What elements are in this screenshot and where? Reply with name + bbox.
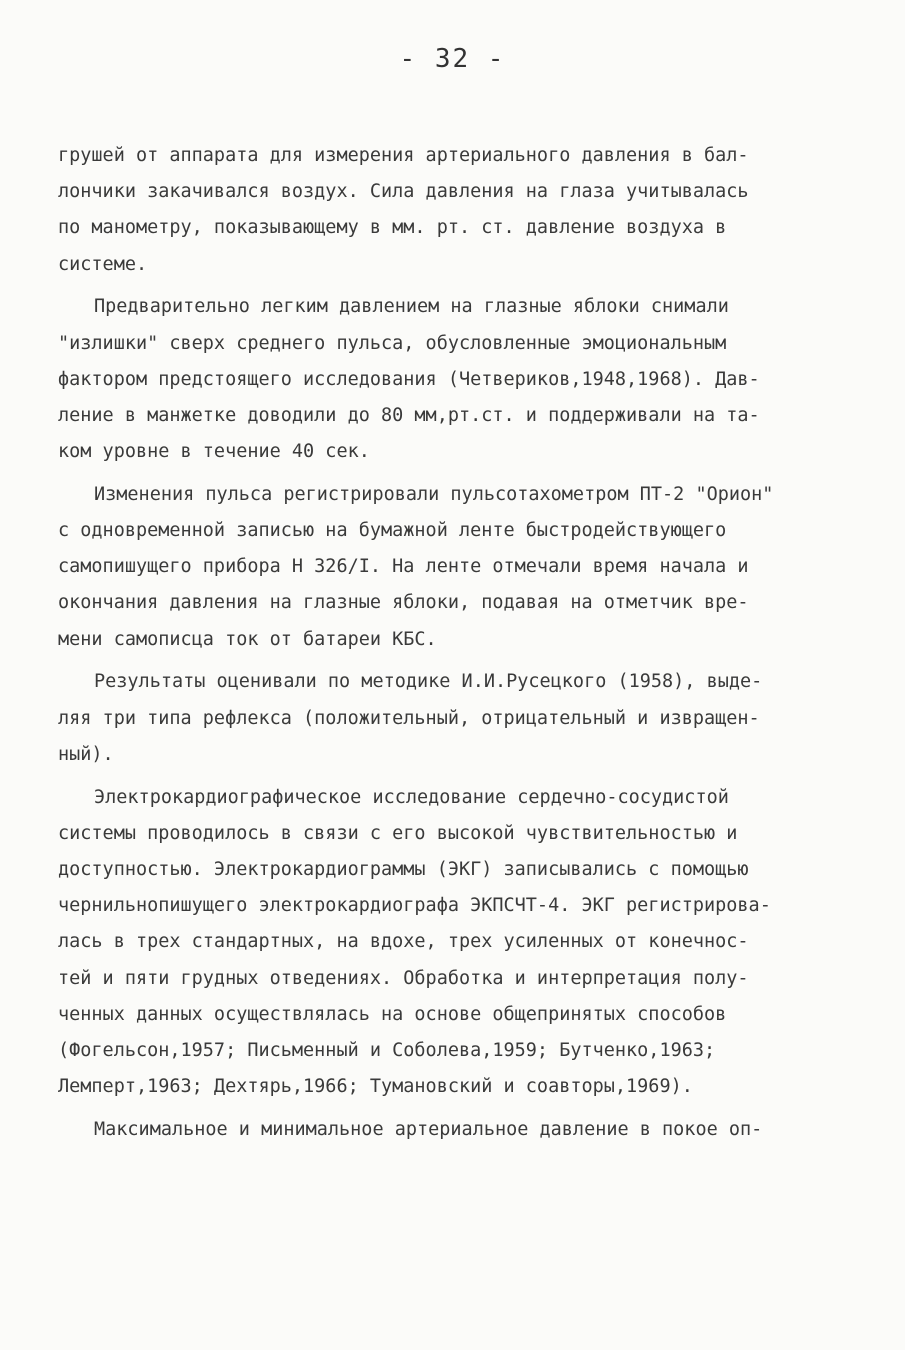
text-line: по манометру, показывающему в мм. рт. ст. давление воздуха в bbox=[58, 217, 727, 239]
text-line: лончики закачивался воздух. Сила давления на глаза учитывалась bbox=[58, 181, 749, 203]
text-line: ление в манжетке доводили до 80 мм,рт.ст. и поддерживали на та- bbox=[58, 404, 760, 426]
text-line: системы проводилось в связи с его высокой чувствительностью и bbox=[58, 822, 738, 844]
text-line: грушей от аппарата для измерения артериального давления в бал- bbox=[58, 145, 749, 166]
text-line: с одновременной записью на бумажной ленте быстродействующего bbox=[58, 520, 727, 542]
text-line: "излишки" сверх среднего пульса, обусловленные эмоциональным bbox=[58, 332, 727, 354]
text-line: самопишущего прибора Н 326/I. На ленте отмечали время начала и bbox=[58, 556, 749, 578]
text-line: окончания давления на глазные яблоки, подавая на отметчик вре- bbox=[58, 592, 749, 614]
document-body bbox=[58, 138, 848, 1148]
text-line: фактором предстоящего исследования (Четвериков,1948,1968). Дав- bbox=[58, 368, 760, 390]
text-line: лась в трех стандартных, на вдохе, трех усиленных от конечнос- bbox=[58, 931, 749, 953]
text-line: ляя три типа рефлекса (положительный, отрицательный и извращен- bbox=[58, 707, 760, 729]
paragraph-first-line: Максимальное и минимальное артериальное давление в покое оп- bbox=[94, 1118, 763, 1140]
page-number: - 32 - bbox=[399, 44, 506, 74]
text-line: доступностью. Электрокардиограммы (ЭКГ) записывались с помощью bbox=[58, 858, 749, 880]
text-line: (Фогельсон,1957; Письменный и Соболева,1959; Бутченко,1963; bbox=[58, 1039, 716, 1061]
paragraph-first-line: Электрокардиографическое исследование сердечно-сосудистой bbox=[94, 786, 729, 808]
text-line: Лемперт,1963; Дехтярь,1966; Тумановский и соавторы,1969). bbox=[58, 1076, 693, 1098]
text-line: чернильнопишущего электрокардиографа ЭКПСЧТ-4. ЭКГ регистрирова- bbox=[58, 895, 771, 917]
text-line: тей и пяти грудных отведениях. Обработка и интерпретация полу- bbox=[58, 967, 749, 989]
text-line: мени самописца ток от батареи КБС. bbox=[58, 628, 437, 650]
paragraph-first-line: Изменения пульса регистрировали пульсотахометром ПТ-2 "Орион" bbox=[94, 483, 774, 505]
text-line: ный). bbox=[58, 743, 114, 765]
text-line: системе. bbox=[58, 253, 148, 275]
text-line: ченных данных осуществлялась на основе общепринятых способов bbox=[58, 1003, 727, 1025]
paragraph-first-line: Результаты оценивали по методике И.И.Русецкого (1958), выде- bbox=[94, 671, 763, 693]
paragraph-first-line: Предварительно легким давлением на глазные яблоки снимали bbox=[94, 296, 729, 318]
text-line: ком уровне в течение 40 сек. bbox=[58, 441, 370, 463]
